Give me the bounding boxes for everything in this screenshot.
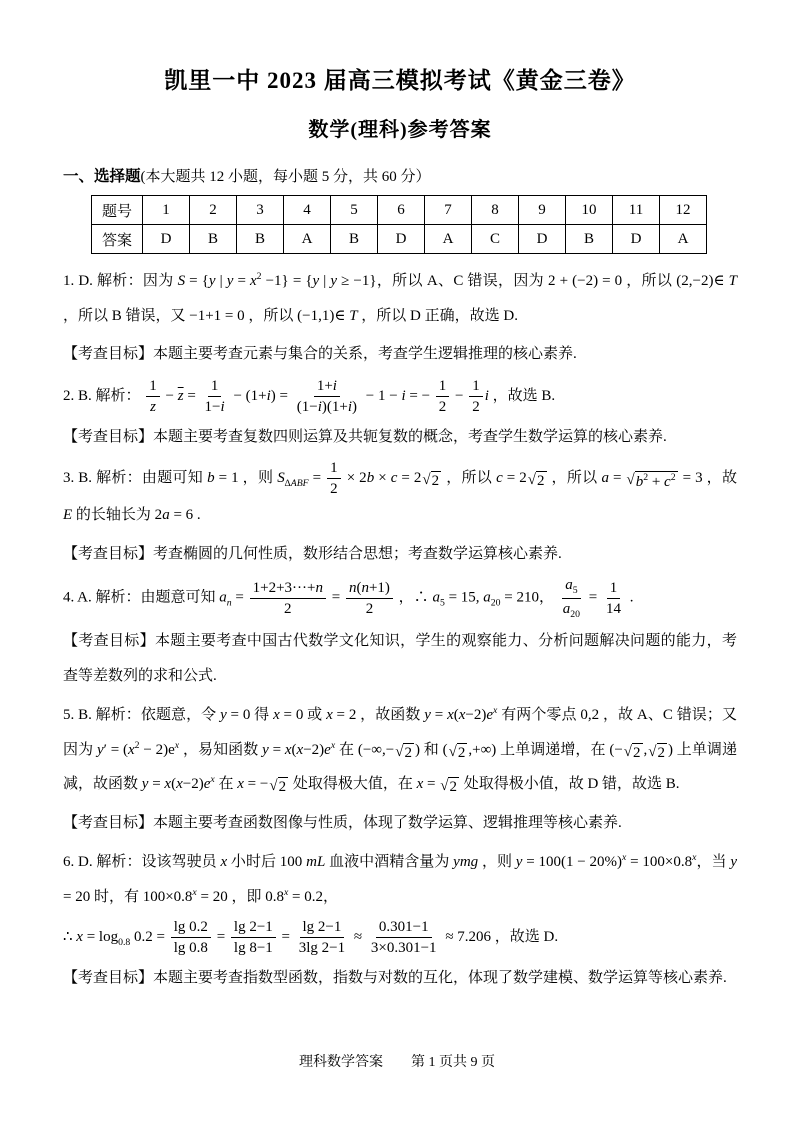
question-number-cell: 1 bbox=[143, 196, 190, 225]
question-number-cell: 10 bbox=[566, 196, 613, 225]
q2-objective: 【考查目标】本题主要考查复数四则运算及共轭复数的概念，考查学生数学运算的核心素养. bbox=[63, 428, 667, 445]
q1-objective: 【考查目标】本题主要考查元素与集合的关系，考查学生逻辑推理的核心素养. bbox=[63, 346, 577, 362]
question-number-cell: 8 bbox=[472, 196, 519, 225]
q1-solution: 1. D. 解析：因为 S = {y | $y = x^2 -1\} = \{y$ | y ≥ −1}，所以 A、C 错误，因为 2 + (−2) = 0 ，所以 (2,−2)∈ T ，所以 B 错误，又 −1+1 = 0 ，所以 (−1,1)∈ T ，所以 D 正确，故选 D. bbox=[63, 271, 737, 324]
section-1-note: (本大题共 12 小题，每小题 5 分，共 60 分） bbox=[140, 169, 431, 185]
answer-cell: A bbox=[660, 225, 707, 254]
row-header-question-number: 题号 bbox=[92, 196, 143, 225]
question-number-cell: 12 bbox=[660, 196, 707, 225]
answer-cell: B bbox=[566, 225, 613, 254]
question-number-cell: 2 bbox=[190, 196, 237, 225]
answer-cell: D bbox=[519, 225, 566, 254]
answer-row bbox=[92, 225, 707, 254]
q6-solution-part1: 6. D. 解析：设该驾驶员 x 小时后 100 mL 血液中酒精含量为 ymg ，则 $y = 100(1 - 20\%)^x = 100\times 0.8^x$，当 y = 20 时，有 $100\times 0.8^x = 20$ ，即 $0.8^x = 0.2$， bbox=[63, 852, 737, 905]
q4-solution: 4. A. 解析：由题意可知 $a_n$ = $\frac{1+2+3\cdot\cdot\cdot+n}{2}$ = $\frac{n(n+1)}{2}$ ，∴ $a_5 = 15$, $a_{20} = 210$， $\frac{a_5}{a_{20}}$ = $\frac{1}{14}$ . bbox=[63, 577, 634, 620]
q2-solution: 2. B. 解析： $\frac{1}{z}$ − $\overline{z}$ = $\frac{1}{1-i}$ − (1+i) = $\frac{1+i}{(1-i)(1+i)}$ − 1 − i = − $\frac{1}{2}$ − $\frac{1}{2}$ i ，故选 B. bbox=[63, 377, 556, 415]
page-footer: 理科数学答案 第 1 页共 9 页 bbox=[299, 1055, 495, 1070]
question-number-cell: 11 bbox=[613, 196, 660, 225]
answer-cell: D bbox=[613, 225, 660, 254]
question-number-cell: 5 bbox=[331, 196, 378, 225]
question-number-cell: 6 bbox=[378, 196, 425, 225]
answer-cell: B bbox=[190, 225, 237, 254]
section-1-label: 一、选择题 bbox=[63, 168, 141, 185]
question-number-row bbox=[92, 196, 707, 225]
answer-cell: B bbox=[237, 225, 284, 254]
q4-objective: 【考查目标】本题主要考查中国古代数学文化知识，学生的观察能力、分析问题解决问题的能力，考查等差数列的求和公式. bbox=[63, 633, 737, 684]
answer-cell: D bbox=[378, 225, 425, 254]
q5-solution: 5. B. 解析：依题意，令 y = 0 得 x = 0 或 x = 2 ，故函数 $y = x(x-2)e^x$ 有两个零点 0,2 ，故 A、C 错误；又因为 $y' = (x^2 - 2)e^x$ ，易知函数 $y = x(x-2)e^x$ 在 (−∞,− √ 2 ) 和 ( √ 2 ,+∞) 上单调递增，在 (− √ 2 , √ 2 ) 上单调递减，故函数 $y = x(x-2)e^x$ 在 x = − √ 2 处取得极大值，在 x = √ 2 处取得极小值，故 D 错，故选 B. bbox=[63, 698, 737, 802]
question-number-cell: 7 bbox=[425, 196, 472, 225]
q6-solution-part2: ∴ $x = \log_{0.8} 0.2$ = $\frac{\lg 0.2}{\lg 0.8}$ = $\frac{\lg 2-1}{\lg 8-1}$ = $\frac{\lg 2-1}{3\lg 2-1}$ ≈ $\frac{0.301-1}{3\times 0.301-1}$ ≈ 7.206 ，故选 D. bbox=[63, 919, 559, 957]
row-header-answer: 答案 bbox=[92, 225, 143, 254]
question-number-cell: 3 bbox=[237, 196, 284, 225]
answer-key-title: 数学(理科)参考答案 bbox=[308, 119, 492, 141]
question-number-cell: 4 bbox=[284, 196, 331, 225]
answer-cell: A bbox=[425, 225, 472, 254]
q3-objective: 【考查目标】考查椭圆的几何性质，数形结合思想；考查数学运算核心素养. bbox=[63, 545, 562, 562]
section-1-heading bbox=[63, 164, 737, 186]
answer-table bbox=[91, 195, 707, 254]
q6-objective: 【考查目标】本题主要考查指数型函数，指数与对数的互化，体现了数学建模、数学运算等核心素养. bbox=[63, 970, 727, 987]
question-number-cell: 9 bbox=[519, 196, 566, 225]
answer-cell: A bbox=[284, 225, 331, 254]
q3-solution: 3. B. 解析：由题可知 b = 1 ，则 $S_{\Delta ABF}$ = $\frac{1}{2}$ × 2b × c = 2 √ 2 ，所以 c = 2 √ 2 ，所以 a = √ $b^2 + c^2$ = 3 ，故 E 的长轴长为 2a = 6 . bbox=[63, 460, 737, 523]
answer-cell: B bbox=[331, 225, 378, 254]
answer-cell: D bbox=[143, 225, 190, 254]
q5-objective: 【考查目标】本题主要考查函数图像与性质，体现了数学运算、逻辑推理等核心素养. bbox=[63, 814, 622, 831]
answer-cell: C bbox=[472, 225, 519, 254]
exam-title: 凯里一中 2023 届高三模拟考试《黄金三卷》 bbox=[164, 68, 636, 93]
